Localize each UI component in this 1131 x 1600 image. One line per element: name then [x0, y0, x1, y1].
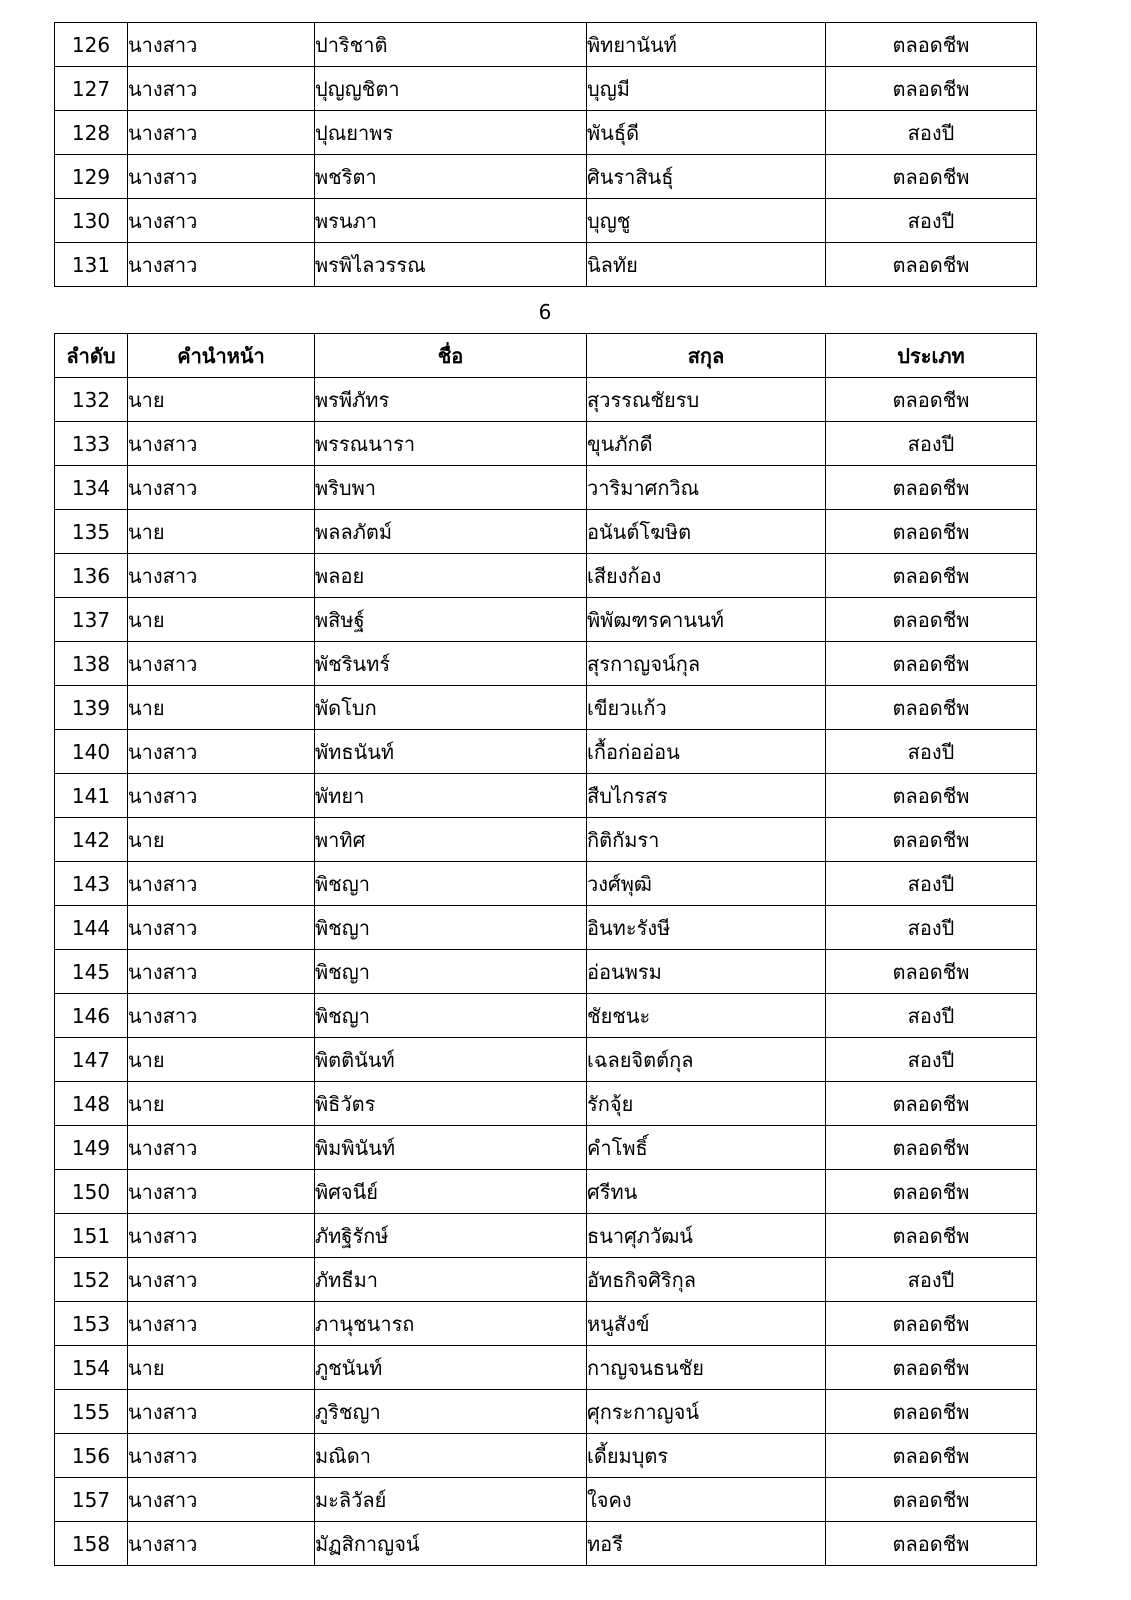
table-row	[55, 422, 1037, 466]
row-number: 153	[55, 1302, 128, 1346]
table-row	[55, 994, 1037, 1038]
row-number: 154	[55, 1346, 128, 1390]
last-name: พิทยานันท์	[587, 23, 826, 67]
table-row	[55, 1434, 1037, 1478]
last-name: เดี้ยมบุตร	[587, 1434, 826, 1478]
member-table	[54, 333, 1037, 1566]
name-title: นางสาว	[128, 1258, 315, 1302]
row-number: 158	[55, 1522, 128, 1566]
name-title: นางสาว	[128, 466, 315, 510]
last-name: พันธุ์ดี	[587, 111, 826, 155]
last-name: บุญมี	[587, 67, 826, 111]
membership-type: ตลอดชีพ	[826, 950, 1037, 994]
membership-type: สองปี	[826, 1038, 1037, 1082]
table-row	[55, 862, 1037, 906]
name-title: นางสาว	[128, 23, 315, 67]
first-name: พรพิไลวรรณ	[315, 243, 587, 287]
table-row	[55, 243, 1037, 287]
header-first-name: ชื่อ	[315, 334, 587, 378]
first-name: ปุณยาพร	[315, 111, 587, 155]
membership-type: ตลอดชีพ	[826, 378, 1037, 422]
last-name: อัทธกิจศิริกุล	[587, 1258, 826, 1302]
membership-type: ตลอดชีพ	[826, 155, 1037, 199]
last-name: ธนาศุภวัฒน์	[587, 1214, 826, 1258]
member-table-continued-body	[55, 23, 1037, 287]
last-name: รักจุ้ย	[587, 1082, 826, 1126]
last-name: นิลทัย	[587, 243, 826, 287]
row-number: 141	[55, 774, 128, 818]
first-name: มะลิวัลย์	[315, 1478, 587, 1522]
table-row	[55, 554, 1037, 598]
name-title: นางสาว	[128, 730, 315, 774]
membership-type: ตลอดชีพ	[826, 1434, 1037, 1478]
first-name: พรนภา	[315, 199, 587, 243]
last-name: เสียงก้อง	[587, 554, 826, 598]
row-number: 150	[55, 1170, 128, 1214]
first-name: มณิดา	[315, 1434, 587, 1478]
last-name: สืบไกรสร	[587, 774, 826, 818]
table-row	[55, 1126, 1037, 1170]
table-row	[55, 1346, 1037, 1390]
last-name: เขียวแก้ว	[587, 686, 826, 730]
last-name: ศินราสินธุ์	[587, 155, 826, 199]
first-name: มัฏสิกาญจน์	[315, 1522, 587, 1566]
name-title: นาย	[128, 686, 315, 730]
table-row	[55, 155, 1037, 199]
header-row	[55, 334, 1037, 378]
membership-type: สองปี	[826, 994, 1037, 1038]
last-name: ศรีทน	[587, 1170, 826, 1214]
name-title: นางสาว	[128, 67, 315, 111]
membership-type: ตลอดชีพ	[826, 1346, 1037, 1390]
name-title: นางสาว	[128, 642, 315, 686]
table-row	[55, 1390, 1037, 1434]
membership-type: สองปี	[826, 199, 1037, 243]
membership-type: ตลอดชีพ	[826, 774, 1037, 818]
table-row	[55, 199, 1037, 243]
membership-type: ตลอดชีพ	[826, 1390, 1037, 1434]
membership-type: สองปี	[826, 730, 1037, 774]
membership-type: ตลอดชีพ	[826, 67, 1037, 111]
table-row	[55, 1214, 1037, 1258]
last-name: เฉลยจิตต์กุล	[587, 1038, 826, 1082]
name-title: นางสาว	[128, 1214, 315, 1258]
first-name: พสิษฐ์	[315, 598, 587, 642]
table-row	[55, 598, 1037, 642]
first-name: พิชญา	[315, 862, 587, 906]
membership-type: ตลอดชีพ	[826, 818, 1037, 862]
name-title: นางสาว	[128, 1390, 315, 1434]
name-title: นางสาว	[128, 155, 315, 199]
last-name: บุญชู	[587, 199, 826, 243]
first-name: พิธิวัตร	[315, 1082, 587, 1126]
row-number: 155	[55, 1390, 128, 1434]
header-title: คำนำหน้า	[128, 334, 315, 378]
name-title: นางสาว	[128, 862, 315, 906]
last-name: ศุกระกาญจน์	[587, 1390, 826, 1434]
membership-type: ตลอดชีพ	[826, 1478, 1037, 1522]
row-number: 149	[55, 1126, 128, 1170]
last-name: ทอรี	[587, 1522, 826, 1566]
membership-type: ตลอดชีพ	[826, 23, 1037, 67]
last-name: ขุนภักดี	[587, 422, 826, 466]
row-number: 135	[55, 510, 128, 554]
table-row	[55, 818, 1037, 862]
row-number: 152	[55, 1258, 128, 1302]
first-name: พาทิศ	[315, 818, 587, 862]
name-title: นางสาว	[128, 1478, 315, 1522]
table-row	[55, 1302, 1037, 1346]
header-membership-type: ประเภท	[826, 334, 1037, 378]
name-title: นางสาว	[128, 906, 315, 950]
first-name: พชริตา	[315, 155, 587, 199]
first-name: พรพีภัทร	[315, 378, 587, 422]
row-number: 144	[55, 906, 128, 950]
first-name: พิชญา	[315, 950, 587, 994]
first-name: ภัทฐิรักษ์	[315, 1214, 587, 1258]
last-name: อนันต์โฆษิต	[587, 510, 826, 554]
row-number: 139	[55, 686, 128, 730]
name-title: นางสาว	[128, 243, 315, 287]
first-name: ปุญญชิตา	[315, 67, 587, 111]
table-row	[55, 67, 1037, 111]
first-name: พลลภัตม์	[315, 510, 587, 554]
row-number: 129	[55, 155, 128, 199]
row-number: 156	[55, 1434, 128, 1478]
row-number: 145	[55, 950, 128, 994]
first-name: ภูริชญา	[315, 1390, 587, 1434]
row-number: 148	[55, 1082, 128, 1126]
first-name: พัทธนันท์	[315, 730, 587, 774]
name-title: นาย	[128, 1038, 315, 1082]
first-name: ภูชนันท์	[315, 1346, 587, 1390]
table-row	[55, 950, 1037, 994]
table-row	[55, 1478, 1037, 1522]
table-row	[55, 1258, 1037, 1302]
first-name: พิมพินันท์	[315, 1126, 587, 1170]
header-number: ลำดับ	[55, 334, 128, 378]
member-table-body	[55, 378, 1037, 1566]
last-name: ชัยชนะ	[587, 994, 826, 1038]
last-name: อ่อนพรม	[587, 950, 826, 994]
name-title: นางสาว	[128, 774, 315, 818]
table-row	[55, 686, 1037, 730]
table-row	[55, 510, 1037, 554]
membership-type: ตลอดชีพ	[826, 642, 1037, 686]
last-name: ใจคง	[587, 1478, 826, 1522]
member-table-continued	[54, 22, 1037, 287]
name-title: นางสาว	[128, 554, 315, 598]
row-number: 147	[55, 1038, 128, 1082]
last-name: พิพัฒฑรคานนท์	[587, 598, 826, 642]
last-name: คำโพธิ์	[587, 1126, 826, 1170]
membership-type: ตลอดชีพ	[826, 554, 1037, 598]
first-name: พิตตินันท์	[315, 1038, 587, 1082]
last-name: อินทะรังษี	[587, 906, 826, 950]
membership-type: สองปี	[826, 1258, 1037, 1302]
name-title: นาย	[128, 818, 315, 862]
table-row	[55, 730, 1037, 774]
membership-type: ตลอดชีพ	[826, 1522, 1037, 1566]
name-title: นาย	[128, 378, 315, 422]
table-row	[55, 466, 1037, 510]
first-name: ภานุชนารถ	[315, 1302, 587, 1346]
row-number: 128	[55, 111, 128, 155]
first-name: พิศจนีย์	[315, 1170, 587, 1214]
membership-type: ตลอดชีพ	[826, 466, 1037, 510]
table-row	[55, 1038, 1037, 1082]
membership-type: ตลอดชีพ	[826, 510, 1037, 554]
first-name: พิชญา	[315, 994, 587, 1038]
last-name: หนูสังข์	[587, 1302, 826, 1346]
name-title: นาย	[128, 598, 315, 642]
row-number: 136	[55, 554, 128, 598]
row-number: 126	[55, 23, 128, 67]
name-title: นางสาว	[128, 1170, 315, 1214]
membership-type: ตลอดชีพ	[826, 1126, 1037, 1170]
membership-type: ตลอดชีพ	[826, 686, 1037, 730]
row-number: 134	[55, 466, 128, 510]
row-number: 143	[55, 862, 128, 906]
table-row	[55, 111, 1037, 155]
membership-type: ตลอดชีพ	[826, 1082, 1037, 1126]
page-number: 6	[538, 300, 552, 324]
first-name: พัทยา	[315, 774, 587, 818]
table-row	[55, 23, 1037, 67]
row-number: 140	[55, 730, 128, 774]
table-row	[55, 1522, 1037, 1566]
membership-type: ตลอดชีพ	[826, 598, 1037, 642]
table-row	[55, 906, 1037, 950]
name-title: นางสาว	[128, 422, 315, 466]
name-title: นางสาว	[128, 1302, 315, 1346]
first-name: พรรณนารา	[315, 422, 587, 466]
last-name: วาริมาศกวิณ	[587, 466, 826, 510]
first-name: ภัทธีมา	[315, 1258, 587, 1302]
last-name: สุรกาญจน์กุล	[587, 642, 826, 686]
name-title: นาย	[128, 1082, 315, 1126]
table-row	[55, 774, 1037, 818]
name-title: นางสาว	[128, 950, 315, 994]
row-number: 137	[55, 598, 128, 642]
row-number: 151	[55, 1214, 128, 1258]
row-number: 138	[55, 642, 128, 686]
first-name: พัดโบก	[315, 686, 587, 730]
first-name: พัชรินทร์	[315, 642, 587, 686]
row-number: 157	[55, 1478, 128, 1522]
name-title: นาย	[128, 1346, 315, 1390]
membership-type: ตลอดชีพ	[826, 1302, 1037, 1346]
membership-type: สองปี	[826, 422, 1037, 466]
membership-type: สองปี	[826, 111, 1037, 155]
row-number: 142	[55, 818, 128, 862]
last-name: กาญจนธนชัย	[587, 1346, 826, 1390]
membership-type: สองปี	[826, 906, 1037, 950]
name-title: นางสาว	[128, 994, 315, 1038]
first-name: พิชญา	[315, 906, 587, 950]
first-name: พริบพา	[315, 466, 587, 510]
member-table-header	[55, 334, 1037, 378]
row-number: 146	[55, 994, 128, 1038]
name-title: นางสาว	[128, 1522, 315, 1566]
table-row	[55, 1082, 1037, 1126]
name-title: นางสาว	[128, 1126, 315, 1170]
membership-type: ตลอดชีพ	[826, 243, 1037, 287]
name-title: นาย	[128, 510, 315, 554]
row-number: 130	[55, 199, 128, 243]
first-name: พลอย	[315, 554, 587, 598]
header-last-name: สกุล	[587, 334, 826, 378]
last-name: สุวรรณชัยรบ	[587, 378, 826, 422]
last-name: วงศ์พุฒิ	[587, 862, 826, 906]
first-name: ปาริชาติ	[315, 23, 587, 67]
table-row	[55, 378, 1037, 422]
last-name: กิติกัมรา	[587, 818, 826, 862]
membership-type: ตลอดชีพ	[826, 1170, 1037, 1214]
row-number: 127	[55, 67, 128, 111]
row-number: 132	[55, 378, 128, 422]
last-name: เกื้อก่ออ่อน	[587, 730, 826, 774]
row-number: 131	[55, 243, 128, 287]
row-number: 133	[55, 422, 128, 466]
membership-type: ตลอดชีพ	[826, 1214, 1037, 1258]
name-title: นางสาว	[128, 111, 315, 155]
membership-type: สองปี	[826, 862, 1037, 906]
name-title: นางสาว	[128, 199, 315, 243]
name-title: นางสาว	[128, 1434, 315, 1478]
table-row	[55, 1170, 1037, 1214]
table-row	[55, 642, 1037, 686]
